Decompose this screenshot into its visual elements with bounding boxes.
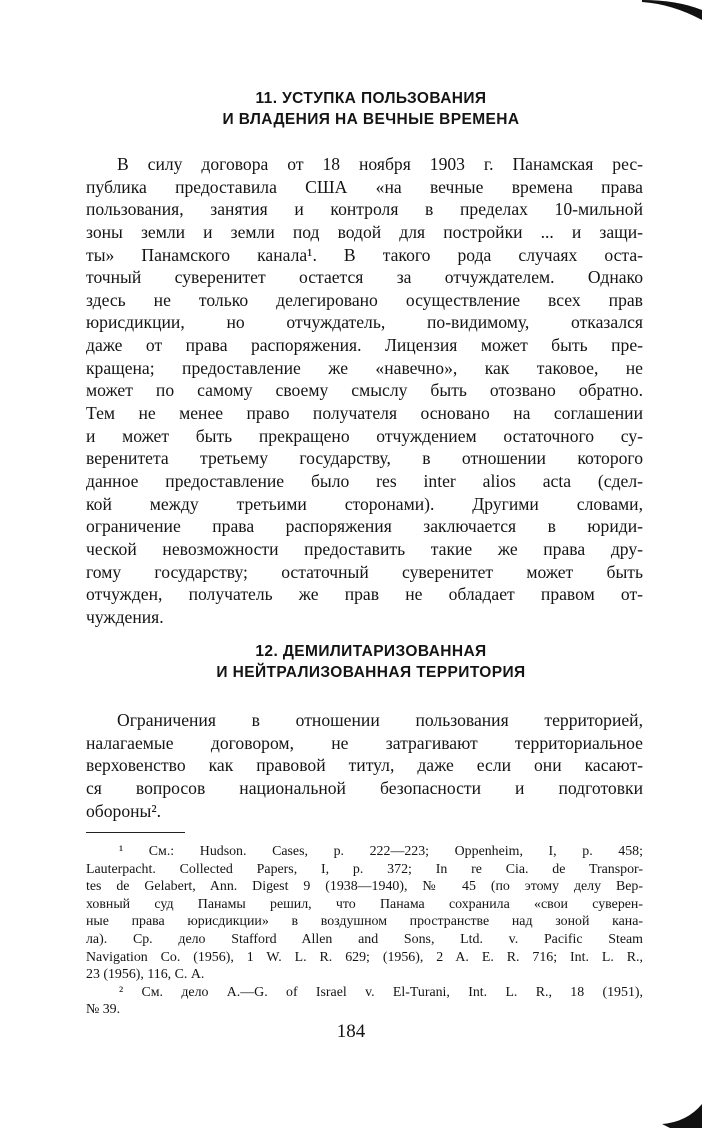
paragraph-line: верховенство как правовой титул, даже если они касают- — [86, 755, 643, 776]
footnote-divider — [86, 832, 185, 833]
footnote-line: 23 (1956), 116, С. А. — [86, 967, 205, 983]
paragraph-line: Ограничения в отношении пользования территорией, — [117, 710, 643, 730]
footnote-line: ла). Ср. дело Stafford Allen and Sons, Ltd. v. Pacific Steam — [86, 931, 643, 947]
paragraph-line: даже от права распоряжения. Лицензия может быть пре- — [86, 335, 643, 356]
paragraph-line: ты» Панамского канала¹. В такого рода случаях оста- — [86, 244, 643, 265]
footnote-line: ² См. дело A.—G. of Israel v. El-Turani, Int. L. R., 18 (1951), — [119, 984, 643, 1000]
paragraph-line: данное предоставление было res inter alios acta (сдел- — [86, 470, 643, 491]
paragraph-line: отчужден, получатель же прав не обладает правом от- — [86, 584, 643, 605]
paragraph-line: обороны². — [86, 800, 162, 821]
footnote-line: Lauterpacht. Collected Papers, I, p. 372; In re Cia. de Transpor- — [86, 861, 643, 877]
paragraph-line: публика предоставила США «на вечные времена права — [86, 176, 643, 197]
paragraph-line: здесь не только делегировано осуществление всех прав — [86, 289, 643, 310]
paragraph-line: кращена; предоставление же «навечно», как таковое, не — [86, 357, 643, 378]
paragraph-line: ограничение права распоряжения заключается в юриди- — [86, 516, 643, 537]
paragraph-line: ческой невозможности предоставить такие же права дру- — [86, 538, 643, 559]
paragraph-line: юрисдикции, но отчуждатель, по-видимому, отказался — [86, 312, 643, 333]
paragraph-line: чуждения. — [86, 606, 164, 627]
section-12-paragraph — [86, 709, 643, 822]
page-corner-mark-top — [642, 0, 702, 22]
paragraph-line: ся вопросов национальной безопасности и подготовки — [86, 777, 643, 798]
paragraph-line: точный суверенитет остается за отчуждателем. Однако — [86, 267, 643, 288]
section-11-heading-line: И ВЛАДЕНИЯ НА ВЕЧНЫЕ ВРЕМЕНА — [222, 111, 520, 128]
footnote-line: tes de Gelabert, Ann. Digest 9 (1938—1940), № 45 (по этому делу Вер- — [86, 879, 643, 895]
section-11-heading — [86, 88, 656, 130]
paragraph-line: веренитета третьему государству, в отношении которого — [86, 448, 643, 469]
footnote-line: № 39. — [86, 1002, 121, 1018]
page-number: 184 — [336, 1021, 366, 1042]
paragraph-line: может по самому своему смыслу быть отозвано обратно. — [86, 380, 643, 401]
footnote-line: Navigation Co. (1956), 1 W. L. R. 629; (1956), 2 A. E. R. 716; Int. L. R., — [86, 949, 643, 965]
paragraph-line: Тем не менее право получателя основано на соглашении — [86, 403, 643, 424]
page-corner-mark-bottom — [662, 1102, 702, 1128]
paragraph-line: налагаемые договором, не затрагивают территориальное — [86, 732, 643, 753]
section-12-heading-line: 12. ДЕМИЛИТАРИЗОВАННАЯ — [255, 643, 487, 660]
footnote-line: ховный суд Панамы решил, что Панама сохранила «свои суверен- — [86, 896, 643, 912]
footnotes — [86, 843, 643, 1019]
footnote-line: ¹ См.: Hudson. Cases, p. 222—223; Oppenheim, I, p. 458; — [119, 844, 643, 859]
paragraph-line: и может быть прекращено отчуждением остаточного су- — [86, 425, 643, 446]
paragraph-line: В силу договора от 18 ноября 1903 г. Панамская рес- — [117, 154, 643, 174]
paragraph-line: гому государству; остаточный суверенитет может быть — [86, 561, 643, 582]
paragraph-line: кой между третьими сторонами). Другими словами, — [86, 493, 643, 514]
section-12-heading-line: И НЕЙТРАЛИЗОВАННАЯ ТЕРРИТОРИЯ — [216, 664, 526, 681]
section-11-paragraph — [86, 153, 643, 628]
section-11-heading-line: 11. УСТУПКА ПОЛЬЗОВАНИЯ — [255, 90, 487, 107]
paragraph-line: пользования, занятия и контроля в пределах 10-мильной — [86, 199, 643, 220]
section-12-heading — [86, 641, 656, 683]
paragraph-line: зоны земли и земли под водой для постройки ... и защи- — [86, 221, 643, 242]
footnote-line: ные права юрисдикции» в воздушном пространстве над зоной кана- — [86, 914, 643, 930]
